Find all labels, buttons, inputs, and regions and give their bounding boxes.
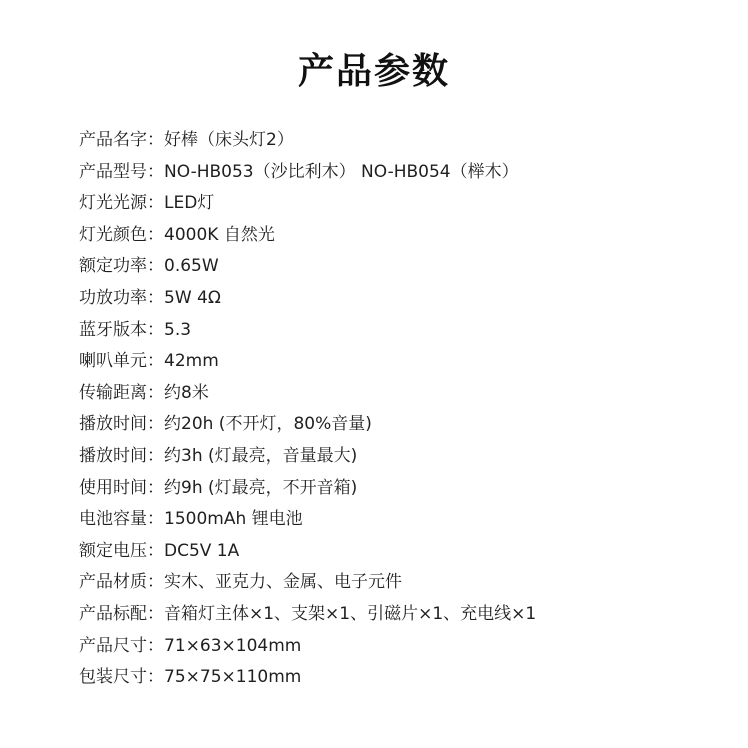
spec-value: 0.65W xyxy=(164,256,219,277)
spec-label: 传输距离： xyxy=(79,382,164,403)
spec-value: 5W 4Ω xyxy=(164,287,221,308)
spec-row-speaker xyxy=(79,346,739,378)
spec-label: 产品尺寸： xyxy=(79,635,164,656)
spec-row-rated-power xyxy=(79,251,739,283)
spec-value: 好棒（床头灯2） xyxy=(164,130,294,150)
spec-label: 灯光颜色： xyxy=(79,224,164,245)
spec-row-product-size xyxy=(79,631,739,663)
spec-value: 1500mAh 锂电池 xyxy=(164,509,303,530)
spec-value: 75×75×110mm xyxy=(164,667,302,688)
spec-label: 额定功率： xyxy=(79,256,164,277)
spec-row-package-size xyxy=(79,662,739,694)
spec-value: 4000K 自然光 xyxy=(164,224,275,245)
spec-label: 产品名字： xyxy=(79,130,164,150)
spec-value: NO-HB053（沙比利木） NO-HB054（榉木） xyxy=(164,161,519,182)
spec-row-play-time-2 xyxy=(79,441,739,473)
spec-list xyxy=(79,125,739,694)
spec-label: 电池容量： xyxy=(79,509,164,530)
spec-row-play-time-1 xyxy=(79,409,739,441)
spec-row-use-time xyxy=(79,473,739,505)
spec-value: 约9h (灯最亮，不开音箱) xyxy=(164,477,358,498)
spec-label: 播放时间： xyxy=(79,414,164,435)
spec-row-product-name xyxy=(79,125,739,157)
spec-row-light-color xyxy=(79,220,739,252)
spec-label: 喇叭单元： xyxy=(79,351,164,372)
spec-label: 包装尺寸： xyxy=(79,667,164,688)
spec-row-package-contents xyxy=(79,599,739,631)
spec-row-voltage xyxy=(79,536,739,568)
spec-value: 约3h (灯最亮，音量最大) xyxy=(164,445,358,466)
spec-value: 音箱灯主体×1、支架×1、引磁片×1、充电线×1 xyxy=(164,603,537,624)
spec-label: 蓝牙版本： xyxy=(79,319,164,340)
spec-value: DC5V 1A xyxy=(164,540,240,561)
spec-label: 灯光光源： xyxy=(79,193,164,214)
spec-value: LED灯 xyxy=(164,193,215,214)
spec-label: 产品型号： xyxy=(79,161,164,182)
spec-label: 使用时间： xyxy=(79,477,164,498)
spec-label: 额定电压： xyxy=(79,540,164,561)
spec-value: 约8米 xyxy=(164,382,209,403)
spec-row-bluetooth xyxy=(79,315,739,347)
spec-row-material xyxy=(79,567,739,599)
spec-label: 产品材质： xyxy=(79,572,164,593)
spec-value: 实木、亚克力、金属、电子元件 xyxy=(164,572,402,593)
spec-row-range xyxy=(79,378,739,410)
page-title: 产品参数 xyxy=(297,51,450,92)
spec-value: 5.3 xyxy=(164,319,192,340)
spec-value: 71×63×104mm xyxy=(164,635,302,656)
spec-value: 42mm xyxy=(164,351,219,372)
spec-row-amp-power xyxy=(79,283,739,315)
spec-row-battery xyxy=(79,504,739,536)
spec-row-light-source xyxy=(79,188,739,220)
spec-label: 功放功率： xyxy=(79,287,164,308)
spec-label: 播放时间： xyxy=(79,445,164,466)
spec-label: 产品标配： xyxy=(79,603,164,624)
spec-row-model xyxy=(79,157,739,189)
spec-value: 约20h (不开灯，80%音量) xyxy=(164,414,372,435)
